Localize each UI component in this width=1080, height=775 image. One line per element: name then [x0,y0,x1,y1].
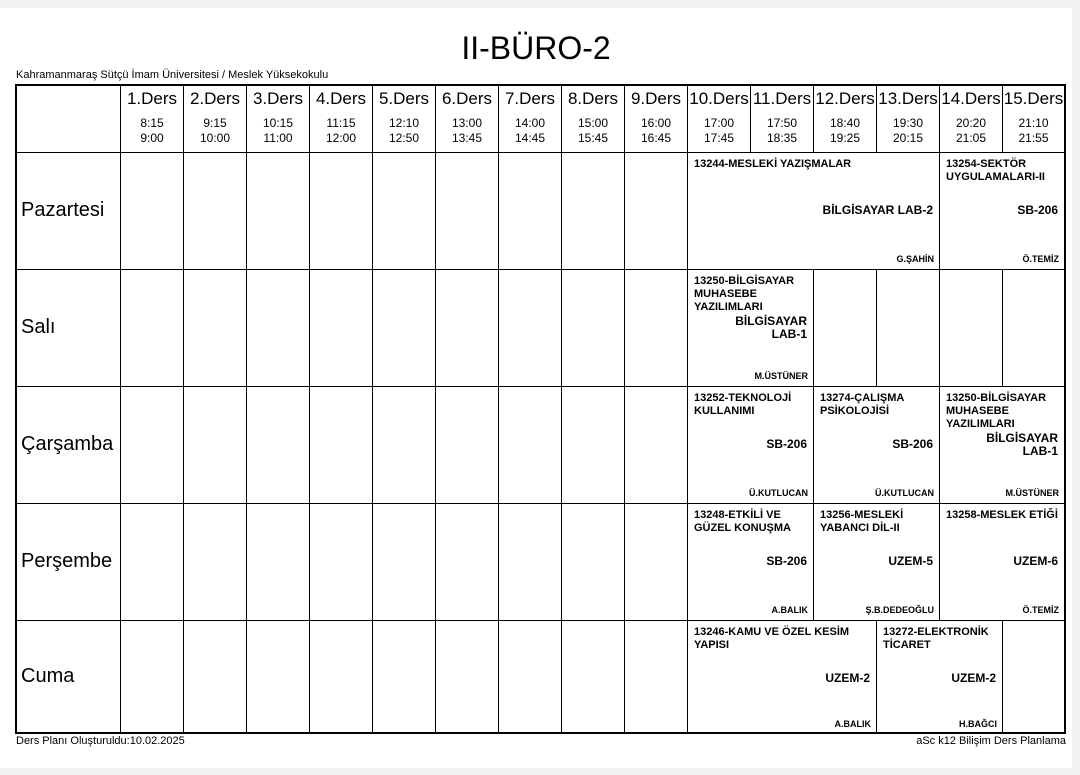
period-end: 19:25 [829,131,861,145]
column-divider [435,269,436,386]
column-divider [939,269,940,386]
day-label: Cuma [21,665,75,687]
lesson-room: SB-206 [766,554,807,568]
period-header [687,86,750,152]
lesson-cell[interactable] [687,503,813,620]
period-header [750,86,813,152]
lesson-name: 13250-BİLGİSAYAR MUHASEBE YAZILIMLARI [946,392,1047,430]
period-label: 3.Ders [252,89,304,108]
lesson-cell[interactable] [687,620,876,734]
lesson-name: 13244-MESLEKİ YAZIŞMALAR [694,158,852,170]
row-divider [17,269,1064,270]
period-times [940,116,1002,146]
lesson-cell[interactable] [939,152,1064,269]
period-start: 13:00 [451,116,483,130]
lesson-name: 13252-TEKNOLOJİ KULLANIMI [694,392,792,417]
lesson-teacher: Ü.KUTLUCAN [749,488,808,498]
column-divider [498,386,499,503]
software-credit: aSc k12 Bilişim Ders Planlama [916,735,1066,747]
column-divider [1002,269,1003,386]
lesson-room: UZEM-6 [1013,554,1058,568]
lesson-room: BİLGİSAYAR LAB-2 [822,203,933,217]
lesson-room: BİLGİSAYAR LAB-1 [986,431,1058,458]
period-start: 18:40 [829,116,861,130]
period-start: 12:10 [388,116,420,130]
column-divider [120,386,121,503]
column-divider [624,620,625,734]
lesson-teacher: G.ŞAHİN [896,254,934,264]
lesson-cell[interactable] [939,386,1064,503]
period-end: 15:45 [577,131,609,145]
period-label: 1.Ders [126,89,178,108]
column-divider [372,386,373,503]
period-header [120,86,183,152]
period-label: 8.Ders [567,89,619,108]
period-end: 20:15 [892,131,924,145]
period-end: 12:00 [325,131,357,145]
lesson-name: 13256-MESLEKİ YABANCI DİL-II [820,509,904,534]
column-divider [624,152,625,269]
period-label: 15.Ders [1003,89,1064,108]
period-end: 12:50 [388,131,420,145]
period-label: 10.Ders [689,89,749,108]
column-divider [183,269,184,386]
column-divider [183,386,184,503]
period-times [688,116,750,146]
period-label: 4.Ders [315,89,367,108]
period-label: 6.Ders [441,89,493,108]
period-header [309,86,372,152]
period-start: 17:00 [703,116,735,130]
period-end: 16:45 [640,131,672,145]
column-divider [120,269,121,386]
column-divider [309,620,310,734]
lesson-cell[interactable] [813,386,939,503]
day-label: Çarşamba [21,432,114,455]
period-header [498,86,561,152]
column-divider [372,503,373,620]
period-end: 9:00 [140,131,164,145]
column-divider [561,503,562,620]
lesson-room: UZEM-5 [888,554,933,568]
column-divider [498,503,499,620]
lesson-teacher: Ö.TEMİZ [1022,605,1059,615]
column-divider [561,620,562,734]
lesson-teacher: A.BALIK [834,719,871,729]
column-divider [183,620,184,734]
period-label: 13.Ders [878,89,938,108]
lesson-cell[interactable] [813,503,939,620]
day-label: Salı [21,315,56,338]
column-divider [813,269,814,386]
column-divider [624,386,625,503]
lesson-teacher: Ş.B.DEDEOĞLU [865,605,934,615]
period-header [561,86,624,152]
column-divider [624,269,625,386]
column-divider [435,152,436,269]
column-divider [246,386,247,503]
period-times [310,116,372,146]
period-label: 7.Ders [504,89,556,108]
lesson-name: 13250-BİLGİSAYAR MUHASEBE YAZILIMLARI [694,275,795,313]
column-divider [183,503,184,620]
period-header [813,86,876,152]
period-header [183,86,246,152]
period-label: 5.Ders [378,89,430,108]
period-header [876,86,939,152]
period-label: 2.Ders [189,89,241,108]
column-divider [309,269,310,386]
period-times [121,116,183,146]
day-label: Perşembe [21,549,113,572]
lesson-teacher: M.ÜSTÜNER [754,371,808,381]
period-times [562,116,624,146]
period-times [373,116,435,146]
lesson-room: UZEM-2 [825,671,870,685]
timetable-grid [15,84,1066,734]
period-times [436,116,498,146]
day-label: Pazartesi [21,198,105,221]
column-divider [435,620,436,734]
period-header [939,86,1002,152]
column-divider [120,152,121,269]
period-start: 11:15 [326,116,356,130]
period-end: 11:00 [263,131,293,145]
timetable-page [0,8,1072,768]
school-name: Kahramanmaraş Sütçü İmam Üniversitesi / Meslek Yüksekokulu [16,69,329,81]
period-end: 21:55 [1018,131,1049,145]
lesson-name: 13248-ETKİLİ VE GÜZEL KONUŞMA [694,509,791,534]
lesson-room: SB-206 [766,437,807,451]
period-times [184,116,246,146]
column-divider [372,152,373,269]
period-start: 16:00 [640,116,672,130]
period-end: 13:45 [451,131,483,145]
period-end: 21:05 [955,131,987,145]
column-divider [309,503,310,620]
period-start: 15:00 [577,116,609,130]
period-start: 8:15 [140,116,164,130]
period-end: 10:00 [199,131,231,145]
period-header [246,86,309,152]
column-divider [498,152,499,269]
period-end: 17:45 [703,131,735,145]
column-divider [372,620,373,734]
lesson-room: SB-206 [1017,203,1058,217]
column-divider [246,269,247,386]
lesson-cell[interactable] [687,269,813,386]
period-label: 12.Ders [815,89,875,108]
lesson-teacher: Ü.KUTLUCAN [875,488,934,498]
column-divider [561,152,562,269]
period-times [625,116,687,146]
lesson-teacher: M.ÜSTÜNER [1005,488,1059,498]
column-divider [372,269,373,386]
period-times [499,116,561,146]
lesson-room: BİLGİSAYAR LAB-1 [735,314,807,341]
column-divider [498,620,499,734]
period-start: 21:10 [1018,116,1049,130]
column-divider [1002,620,1003,734]
column-divider [309,386,310,503]
lesson-name: 13246-KAMU VE ÖZEL KESİM YAPISI [694,626,850,651]
column-divider [876,269,877,386]
column-divider [435,386,436,503]
period-times [814,116,876,146]
lesson-teacher: H.BAĞCI [959,719,997,729]
period-label: 14.Ders [941,89,1001,108]
period-times [1003,116,1064,146]
period-start: 19:30 [892,116,924,130]
period-times [877,116,939,146]
lesson-cell[interactable] [687,386,813,503]
column-divider [183,152,184,269]
lesson-cell[interactable] [687,152,939,269]
period-times [751,116,813,146]
page-title: II-BÜRO-2 [461,30,611,66]
lesson-cell[interactable] [876,620,1002,734]
period-label: 9.Ders [630,89,682,108]
lesson-teacher: Ö.TEMİZ [1022,254,1059,264]
column-divider [120,620,121,734]
lesson-name: 13274-ÇALIŞMA PSİKOLOJİSİ [820,392,904,417]
lesson-name: 13272-ELEKTRONİK TİCARET [883,626,989,651]
lesson-room: SB-206 [892,437,933,451]
column-divider [624,503,625,620]
period-times [247,116,309,146]
period-end: 14:45 [514,131,546,145]
column-divider [561,386,562,503]
column-divider [246,620,247,734]
period-start: 10:15 [262,116,294,130]
column-divider [498,269,499,386]
column-divider [246,152,247,269]
lesson-name: 13254-SEKTÖR UYGULAMALARI-II [946,158,1045,183]
column-divider [309,152,310,269]
lesson-name: 13258-MESLEK ETİĞİ [946,509,1058,521]
period-end: 18:35 [766,131,798,145]
column-divider [561,269,562,386]
column-divider [120,503,121,620]
lesson-cell[interactable] [939,503,1064,620]
period-header [624,86,687,152]
period-header [1002,86,1064,152]
period-start: 17:50 [766,116,798,130]
period-start: 9:15 [203,116,227,130]
period-start: 20:20 [955,116,987,130]
period-start: 14:00 [514,116,546,130]
period-header [372,86,435,152]
column-divider [246,503,247,620]
lesson-room: UZEM-2 [951,671,996,685]
period-label: 11.Ders [752,89,812,108]
period-header [435,86,498,152]
column-divider [435,503,436,620]
lesson-teacher: A.BALIK [771,605,808,615]
created-date: Ders Planı Oluşturuldu:10.02.2025 [16,735,185,747]
